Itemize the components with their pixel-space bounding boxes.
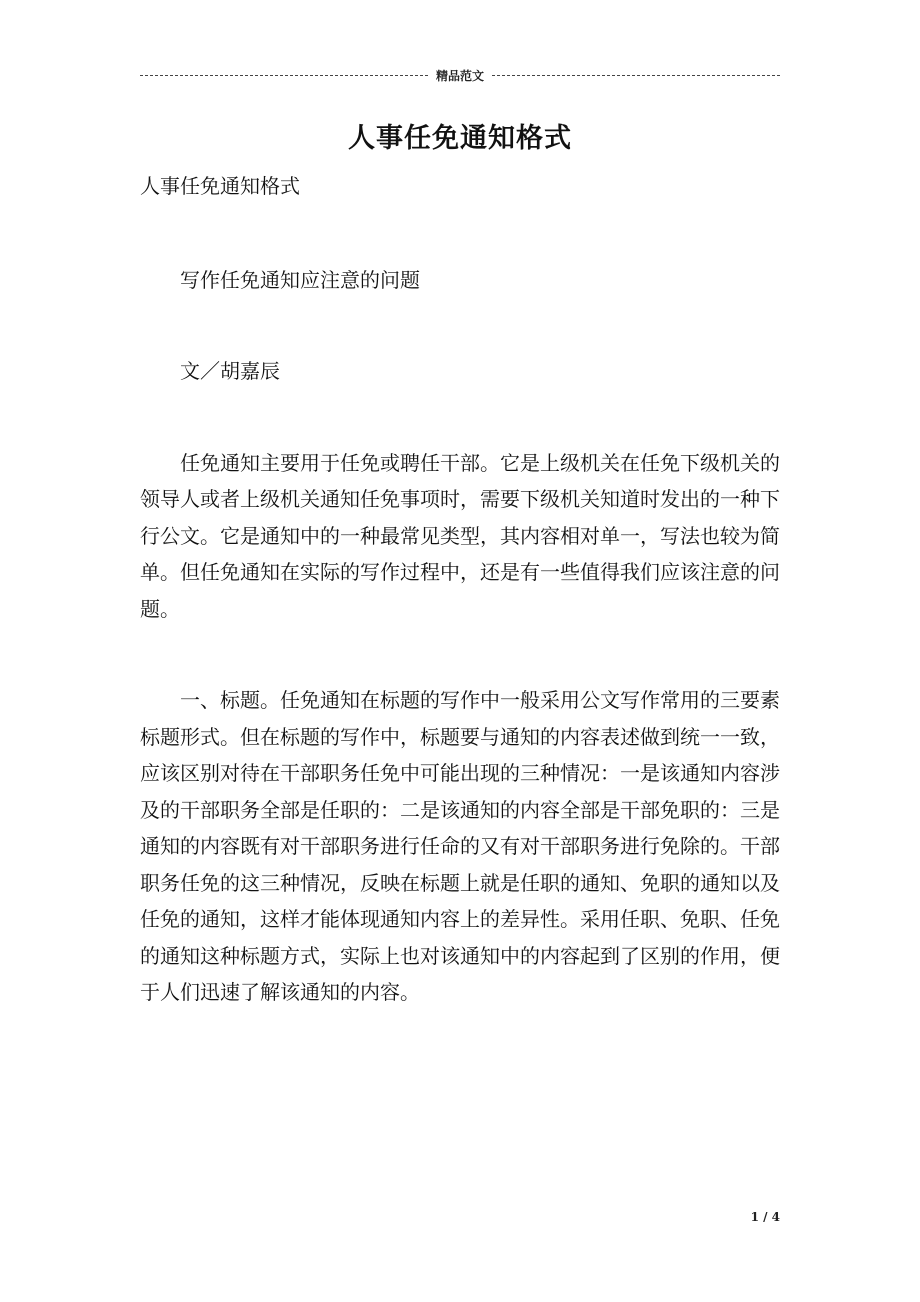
document-body	[140, 168, 780, 1011]
document-subtitle: 人事任免通知格式	[140, 174, 300, 198]
author-line: 文／胡嘉辰	[180, 359, 280, 383]
page-header	[140, 64, 780, 86]
header-label: 精品范文	[436, 68, 485, 83]
page-number: 1 / 4	[750, 1210, 780, 1224]
section-heading: 写作任免通知应注意的问题	[180, 267, 420, 292]
document-title: 人事任免通知格式	[348, 123, 572, 154]
paragraph-title-section: 一、标题。任免通知在标题的写作中一般采用公文写作常用的三要素标题形式。但在标题的写作中，标题要与通知的内容表述做到统一一致，应该区别对待在干部职务任免中可能出现的三种情况：一是该通知内容涉及的干部职务全部是任职的：二是该通知的内容全部是干部免职的：三是通知的内容既有对干部职务进行任命的又有对干部职务进行免除的。干部职务任免的这三种情况，反映在标题上就是任职的通知、免职的通知以及任免的通知，这样才能体现通知内容上的差异性。采用任职、免职、任免的通知这种标题方式，实际上也对该通知中的内容起到了区别的作用，便于人们迅速了解该通知的内容。	[140, 688, 780, 1004]
header-dashes-right	[492, 75, 780, 76]
header-dashes-left	[140, 75, 428, 76]
paragraph-intro: 任免通知主要用于任免或聘任干部。它是上级机关在任免下级机关的领导人或者上级机关通知任免事项时，需要下级机关知道时发出的一种下行公文。它是通知中的一种最常见类型，其内容相对单一，写法也较为简单。但任免通知在实际的写作过程中，还是有一些值得我们应该注意的问题。	[140, 450, 780, 621]
